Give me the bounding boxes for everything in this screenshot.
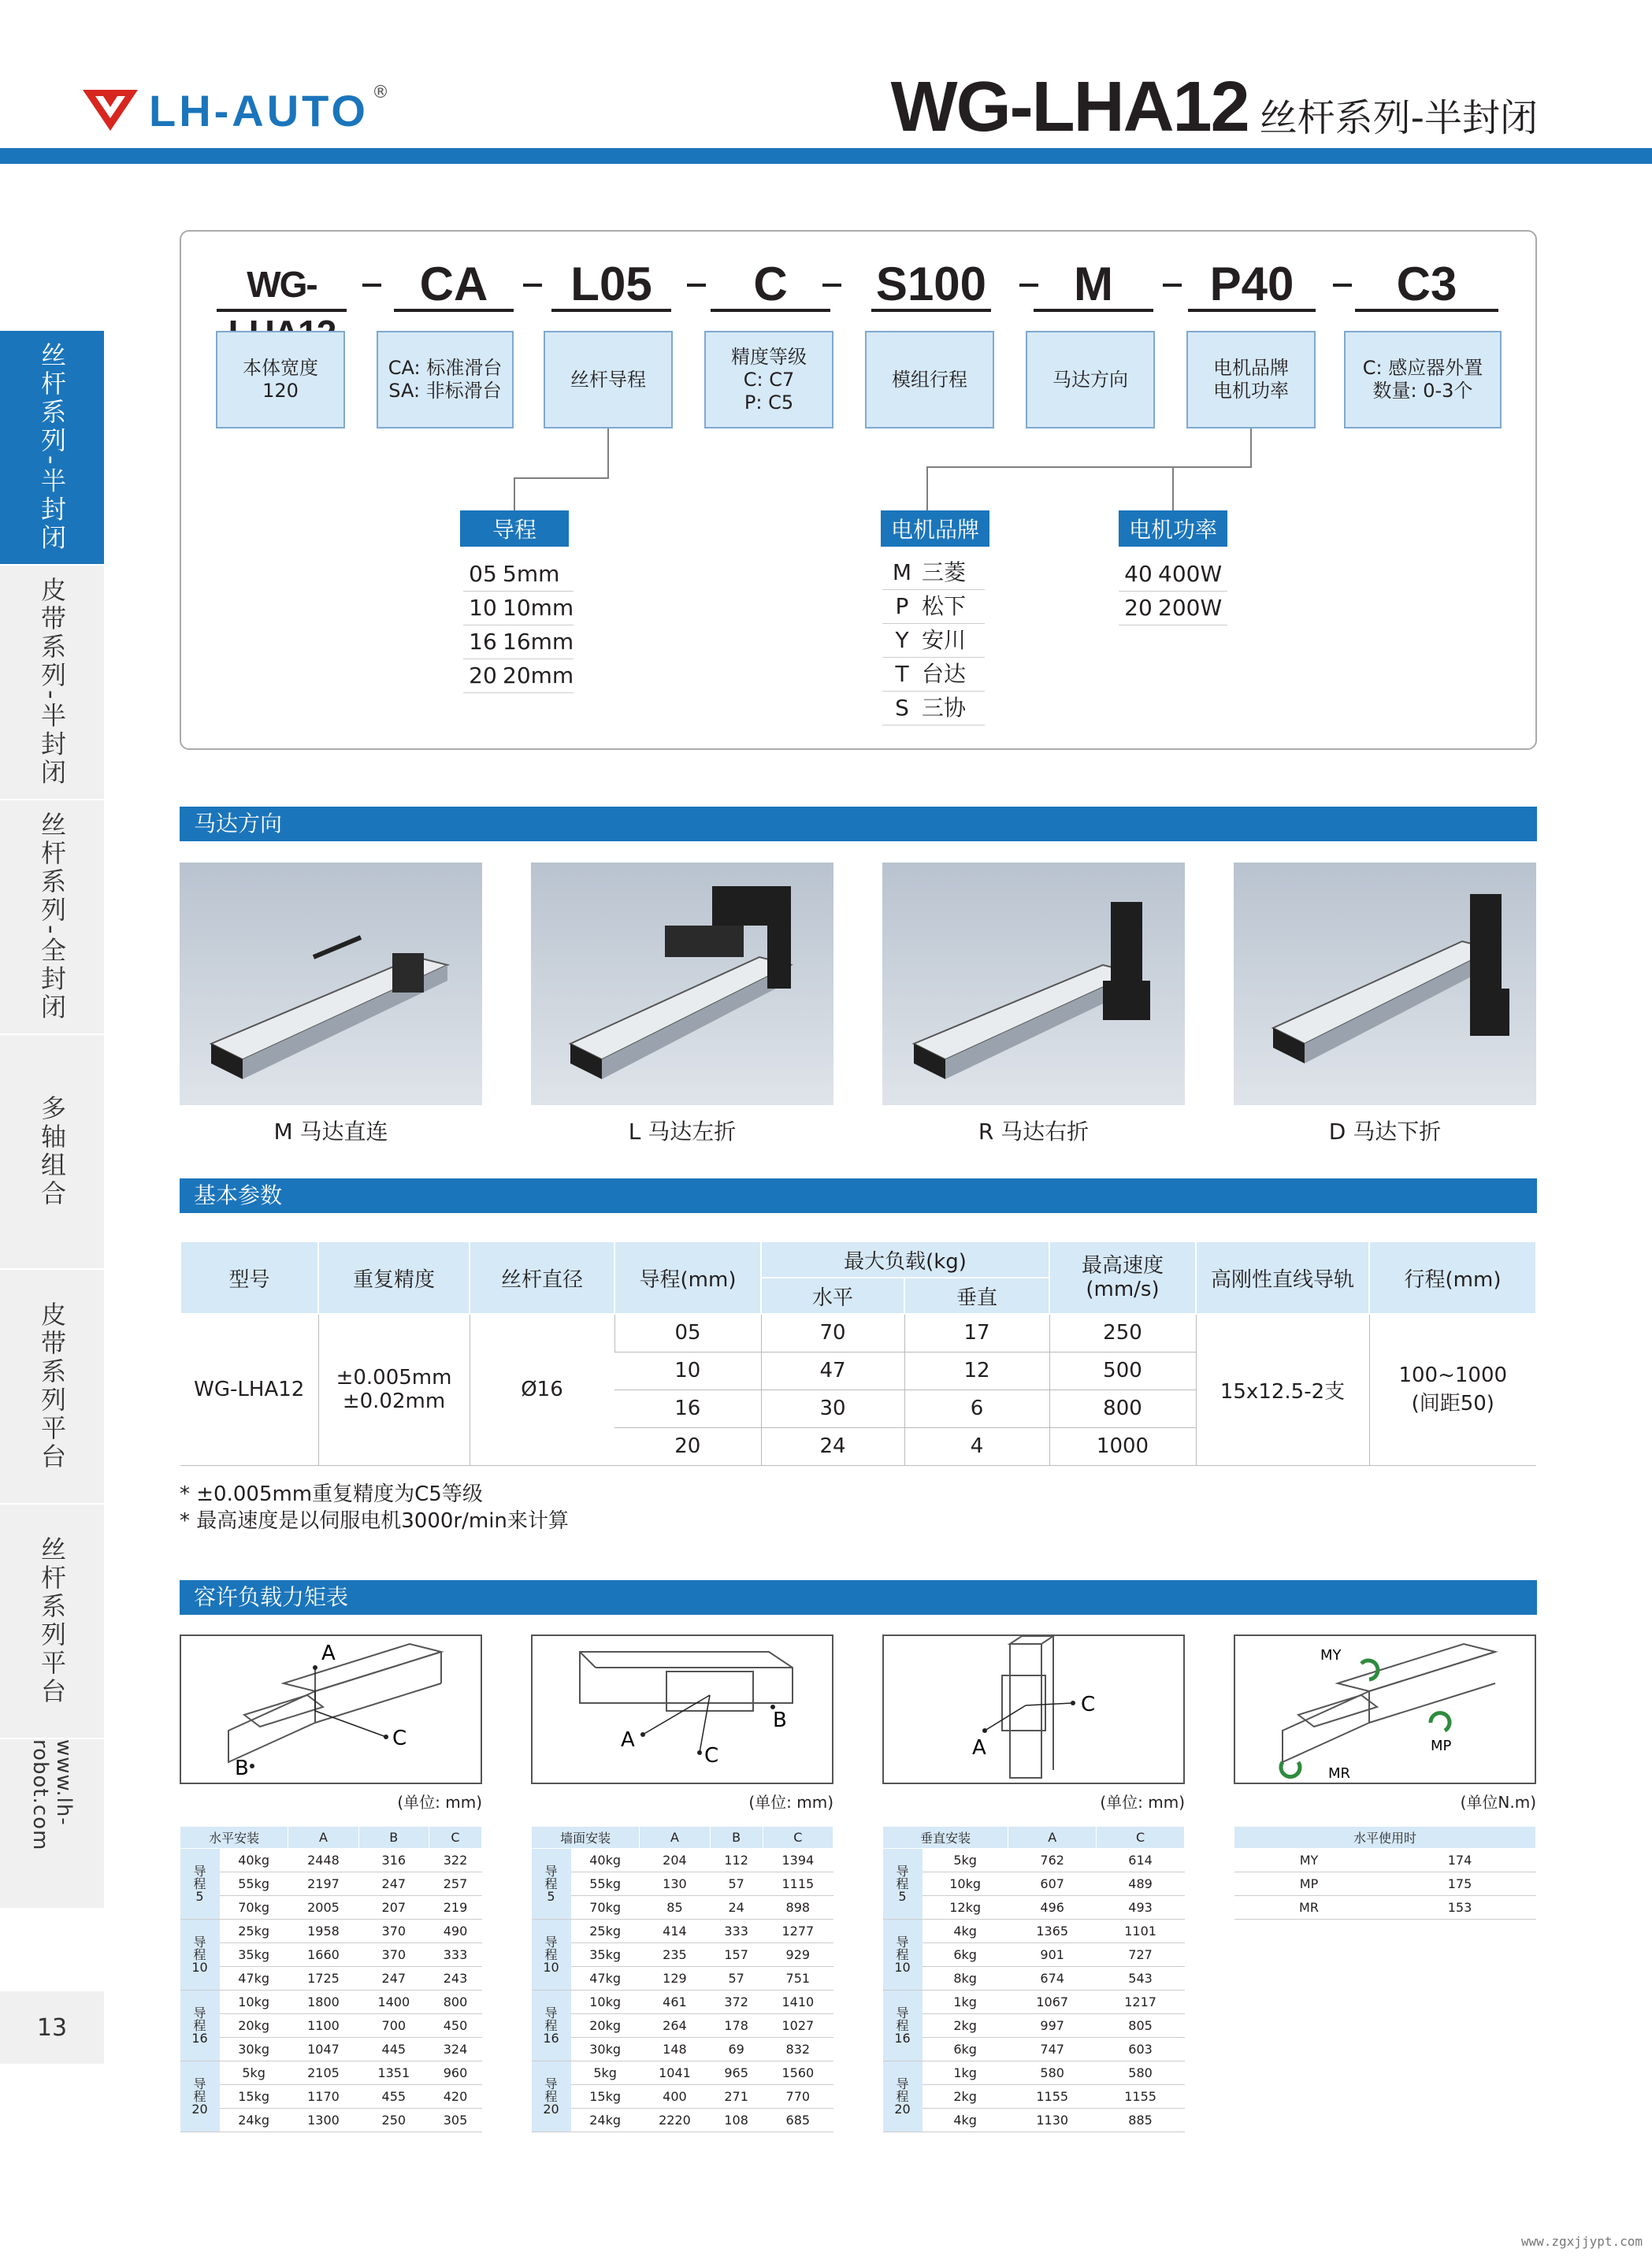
code-sensor: C3 (1355, 260, 1498, 312)
table-row: 15kg 1170 455 420 (180, 2085, 482, 2109)
th-model: 型号 (180, 1241, 318, 1314)
table-row: 导 程 10 25kg 414 333 1277 (532, 1920, 833, 1943)
table-row: 20kg 264 178 1027 (532, 2014, 833, 2038)
motor-caption-l: L 马达左折 (628, 1119, 737, 1145)
code-motor: P40 (1188, 260, 1316, 312)
section-moment: 容许负载力矩表 (180, 1580, 1537, 1615)
moment-table-wall: 墙面安装 A B C 导 程 5 40kg 204 112 1394 55kg 130 57 1115 70kg 85 24 898 导 程 10 25kg 414 333 1277 35kg 235 157 929 47kg 129 57 751 导 程 16 10kg 461 372 1410 20kg 264 178 1027 30kg 148 69 832 导 程 20 5kg 1041 965 1560 15kg 400 271 770 24kg 2220 108 685 (531, 1826, 833, 2132)
motor-image-d (1234, 863, 1536, 1105)
desc-motor-direction: 马达方向 (1026, 331, 1155, 429)
table-row: 6kg 901 727 (883, 1943, 1185, 1967)
side-tab-belt-half[interactable] (0, 566, 104, 800)
side-tab-screw-platform[interactable] (0, 1505, 104, 1739)
table-row: 30kg 1047 445 324 (180, 2038, 482, 2061)
table-row: 70kg 2005 207 219 (180, 1896, 482, 1920)
desc-slider-type: CA: 标准滑台 SA: 非标滑台 (377, 331, 514, 429)
connector-line (514, 477, 609, 479)
diagram-label: MR (1328, 1765, 1351, 1782)
lead-table (463, 558, 574, 693)
diagram-label: B (773, 1709, 787, 1732)
title-model: WG-LHA12 (890, 68, 1249, 147)
list-item: Y 安川 (882, 624, 985, 658)
table-row: 导 程 5 5kg 762 614 (883, 1849, 1185, 1872)
table-row: 30kg 148 69 832 (532, 2038, 833, 2061)
connector-line (1172, 466, 1174, 510)
diagram-label: B (235, 1757, 249, 1780)
diagram-label: C (392, 1727, 407, 1750)
code-stroke: S100 (871, 260, 991, 312)
code-dash (1333, 284, 1352, 287)
table-row: 70kg 85 24 898 (532, 1896, 833, 1920)
title-series: 丝杆系列-半封闭 (1259, 96, 1538, 140)
code-motor-direction: M (1034, 260, 1153, 312)
side-tab-belt-platform[interactable] (0, 1270, 104, 1505)
motor-caption-d: D 马达下折 (1328, 1119, 1442, 1145)
moment-table-usage: 水平使用时 MY 174 MP 175 MR 153 (1234, 1826, 1536, 1920)
motor-image-m (180, 863, 482, 1105)
code-lead: L05 (551, 260, 671, 312)
moment-table-vertical: 垂直安装 A C 导 程 5 5kg 762 614 10kg 607 489 12kg 496 493 导 程 10 4kg 1365 1101 6kg 901 727 8kg 674 543 导 程 16 1kg 1067 1217 2kg 997 805 6kg 747 603 导 程 20 1kg 580 580 2kg 1155 1155 4kg 1130 885 (882, 1826, 1185, 2132)
side-tab-label: 皮带系列平台 (37, 1301, 67, 1471)
table-row: 导 程 5 40kg 204 112 1394 (532, 1849, 833, 1872)
code-dash (822, 284, 841, 287)
motor-caption-m: M 马达直连 (273, 1119, 388, 1145)
table-row: 导 程 10 4kg 1365 1101 (883, 1920, 1185, 1943)
table-row: MR 153 (1234, 1896, 1536, 1920)
connector-line (514, 477, 515, 510)
brand-table-title: 电机品牌 (881, 510, 989, 547)
table-row: 导 程 16 10kg 461 372 1410 (532, 1991, 833, 2014)
table-row: MP 175 (1234, 1872, 1536, 1896)
note-precision: * ±0.005mm重复精度为C5等级 (180, 1482, 483, 1506)
table-row: 10kg 607 489 (883, 1872, 1185, 1896)
side-tab-screw-full[interactable] (0, 800, 104, 1035)
logo-text: LH-AUTO (149, 85, 369, 135)
list-item: 40 400W (1119, 558, 1227, 592)
th-screw: 丝杆直径 (470, 1241, 614, 1314)
list-item: 16 16mm (463, 625, 574, 659)
table-row: 导 程 20 5kg 1041 965 1560 (532, 2061, 833, 2085)
diagram-vertical (882, 1634, 1185, 1784)
table-row: 导 程 5 40kg 2448 316 322 (180, 1849, 482, 1872)
unit-label: (单位: mm) (1100, 1793, 1185, 1812)
diagram-label: C (1081, 1693, 1096, 1716)
watermark: www.zgxjjypt.com (1520, 2234, 1643, 2249)
table-row: 20kg 1100 700 450 (180, 2014, 482, 2038)
unit-label: (单位: mm) (397, 1793, 482, 1812)
side-tab-screw-half[interactable] (0, 331, 104, 566)
diagram-label: A (621, 1728, 635, 1752)
list-item: 05 5mm (463, 558, 574, 592)
section-motor-direction: 马达方向 (180, 807, 1537, 841)
brand-table (882, 556, 985, 725)
table-row: 导 程 20 5kg 2105 1351 960 (180, 2061, 482, 2085)
table-row: 12kg 496 493 (883, 1896, 1185, 1920)
table-row: 55kg 130 57 1115 (532, 1872, 833, 1896)
list-item: T 台达 (882, 658, 985, 692)
th-lead: 导程(mm) (614, 1241, 761, 1314)
th-maxload: 最大负载(kg) (761, 1241, 1049, 1278)
logo (83, 83, 389, 138)
side-tab-website[interactable] (0, 1739, 104, 1909)
side-tab-label: 丝杆系列-全封闭 (37, 811, 67, 1022)
motor-image-l (531, 863, 833, 1105)
logo-mark-icon (83, 90, 138, 131)
side-tab-multi-axis[interactable] (0, 1035, 104, 1270)
table-row: 导 程 20 1kg 580 580 (883, 2061, 1185, 2085)
code-slider: CA (394, 260, 514, 312)
table-row: 15kg 400 271 770 (532, 2085, 833, 2109)
table-row: 导 程 10 25kg 1958 370 490 (180, 1920, 482, 1943)
code-dash (687, 284, 706, 287)
table-row: 55kg 2197 247 257 (180, 1872, 482, 1896)
diagram-label: MY (1320, 1647, 1342, 1664)
th-horizontal: 水平 (761, 1278, 904, 1314)
side-tab-label: 多轴组合 (37, 1095, 67, 1208)
list-item: M 三菱 (882, 556, 985, 590)
list-item: 10 10mm (463, 592, 574, 625)
table-row: WG-LHA12 ±0.005mm ±0.02mm Ø16 05 70 17 250 15x12.5-2支 100~1000 (间距50) (180, 1314, 1536, 1352)
table-row: 47kg 1725 247 243 (180, 1967, 482, 1991)
th-vertical: 垂直 (904, 1278, 1049, 1314)
unit-label: (单位: mm) (748, 1793, 833, 1812)
diagram-usage (1234, 1634, 1536, 1784)
connector-line (926, 466, 928, 510)
model-code-box (180, 230, 1537, 750)
table-row: 24kg 1300 250 305 (180, 2109, 482, 2132)
side-tab-label: 丝杆系列平台 (37, 1536, 67, 1706)
connector-line (926, 466, 1252, 468)
unit-label: (单位N.m) (1460, 1793, 1536, 1812)
code-dash (1163, 284, 1182, 287)
diagram-label: A (321, 1642, 336, 1665)
side-navigation (0, 331, 104, 1909)
diagram-label: MP (1431, 1738, 1452, 1754)
desc-sensor: C: 感应器外置 数量: 0-3个 (1344, 331, 1502, 429)
code-precision: C (711, 260, 830, 312)
side-tab-label: 皮带系列-半封闭 (37, 577, 67, 788)
diagram-horizontal (180, 1634, 482, 1784)
table-row: 2kg 997 805 (883, 2014, 1185, 2038)
th-guide: 高刚性直线导轨 (1196, 1241, 1369, 1314)
th-repeat: 重复精度 (318, 1241, 470, 1314)
desc-stroke: 模组行程 (865, 331, 994, 429)
table-row: 导 程 16 10kg 1800 1400 800 (180, 1991, 482, 2014)
table-row: 4kg 1130 885 (883, 2109, 1185, 2132)
table-row: 导 程 16 1kg 1067 1217 (883, 1991, 1185, 2014)
power-table-title: 电机功率 (1119, 510, 1227, 547)
header-divider (0, 148, 1652, 164)
desc-lead: 丝杆导程 (544, 331, 673, 429)
table-row: 24kg 2220 108 685 (532, 2109, 833, 2132)
list-item: 20 200W (1119, 592, 1227, 625)
lead-table-title: 导程 (460, 510, 569, 547)
power-table (1119, 558, 1227, 625)
table-row: 47kg 129 57 751 (532, 1967, 833, 1991)
list-item: S 三协 (882, 692, 985, 725)
motor-caption-r: R 马达右折 (978, 1119, 1090, 1145)
diagram-label: A (972, 1736, 986, 1760)
table-row: 35kg 235 157 929 (532, 1943, 833, 1967)
table-row: 6kg 747 603 (883, 2038, 1185, 2061)
list-item: 20 20mm (463, 659, 574, 693)
table-row: MY 174 (1234, 1849, 1536, 1872)
diagram-label: C (704, 1744, 719, 1768)
code-dash (523, 284, 542, 287)
code-dash (362, 284, 381, 287)
table-row: 16 30 6 800 (180, 1390, 1536, 1427)
list-item: P 松下 (882, 590, 985, 624)
params-table (180, 1241, 1537, 1466)
moment-table-horizontal: 水平安装 A B C 导 程 5 40kg 2448 316 322 55kg 2197 247 257 70kg 2005 207 219 导 程 10 25kg 1958 370 490 35kg 1660 370 333 47kg 1725 247 243 导 程 16 10kg 1800 1400 800 20kg 1100 700 450 30kg 1047 445 324 导 程 20 5kg 2105 1351 960 15kg 1170 455 420 24kg 1300 250 305 (180, 1826, 482, 2132)
table-row: 8kg 674 543 (883, 1967, 1185, 1991)
page-title (891, 67, 1538, 148)
desc-precision: 精度等级 C: C7 P: C5 (704, 331, 833, 429)
website-url: www.lh-robot.com (28, 1739, 76, 1851)
th-stroke: 行程(mm) (1369, 1241, 1536, 1314)
page-number: 13 (0, 1991, 104, 2064)
registered-mark: ® (371, 83, 389, 102)
motor-image-r (882, 863, 1185, 1105)
connector-line (1250, 429, 1252, 468)
diagram-wall (531, 1634, 833, 1784)
table-row: 2kg 1155 1155 (883, 2085, 1185, 2109)
code-model: WG- (217, 260, 347, 312)
table-row: 10 47 12 500 (180, 1352, 1536, 1390)
table-row: 20 24 4 1000 (180, 1427, 1536, 1465)
note-speed: * 最高速度是以伺服电机3000r/min来计算 (180, 1509, 569, 1533)
connector-line (607, 429, 609, 479)
side-tab-label: 丝杆系列-半封闭 (37, 342, 67, 553)
desc-motor: 电机品牌 电机功率 (1186, 331, 1316, 429)
table-row: 35kg 1660 370 333 (180, 1943, 482, 1967)
desc-body-width: 本体宽度 120 (216, 331, 345, 429)
th-speed: 最高速度(mm/s) (1049, 1241, 1196, 1314)
section-basic-params: 基本参数 (180, 1178, 1537, 1213)
